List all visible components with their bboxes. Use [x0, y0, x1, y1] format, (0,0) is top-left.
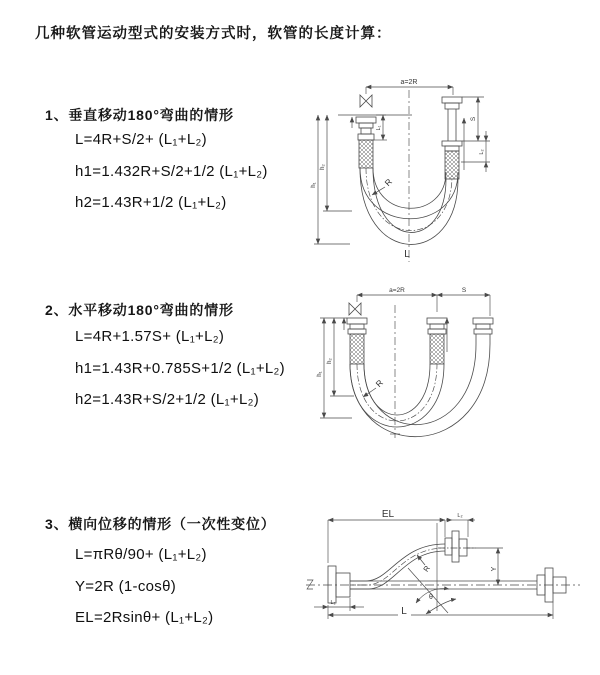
- right-flange-displaced: [445, 531, 467, 562]
- section-3-formula-L: L=πRθ/90+ (L₁+L₂): [75, 546, 207, 563]
- dim-label-a2r: a=2R: [400, 79, 418, 86]
- centerline-break-mark: [307, 580, 313, 589]
- dim-label-el: EL: [381, 509, 395, 520]
- section-2-formula-L: L=4R+1.57S+ (L₁+L₂): [75, 328, 225, 345]
- dim-label-h1: h₁: [317, 371, 323, 377]
- dim-label-theta: θ: [429, 594, 433, 601]
- dim-label-a2r: a=2R: [389, 287, 405, 294]
- dim-label-l1: L₁: [376, 125, 382, 131]
- section-3-heading: 3、横向位移的情形（一次性变位）: [45, 516, 276, 532]
- dim-label-l: L: [404, 249, 410, 260]
- diagram-vertical-180-bend: [305, 70, 570, 265]
- braid-hose-section: [359, 140, 373, 168]
- right-fitting: [442, 97, 462, 179]
- section-1-formula-L: L=4R+S/2+ (L₁+L₂): [75, 131, 207, 148]
- dim-label-r: R: [382, 176, 394, 188]
- diagram-horizontal-180-bend: [310, 283, 580, 458]
- left-fitting: [347, 318, 367, 364]
- dim-label-l1: L₁: [330, 600, 336, 606]
- dim-label-s: S: [470, 116, 477, 122]
- page-title: 几种软管运动型式的安装方式时，软管的长度计算：: [35, 26, 392, 42]
- valve-icon: [360, 95, 372, 107]
- dim-label-r: R: [421, 563, 432, 574]
- dim-label-s: S: [461, 287, 467, 294]
- section-3-formula-EL: EL=2Rsinθ+ (L₁+L₂): [75, 609, 214, 626]
- braid-hose-section: [350, 334, 364, 364]
- dim-label-r: R: [373, 377, 385, 389]
- section-2-formula-h1: h1=1.43R+0.785S+1/2 (L₁+L₂): [75, 360, 285, 377]
- dim-label-h2: h₂: [320, 164, 326, 170]
- braid-hose-section: [430, 334, 444, 364]
- left-fitting: [356, 117, 376, 168]
- dim-label-h1: h₁: [311, 182, 317, 188]
- right-fitting: [473, 318, 493, 344]
- dim-label-h2: h₂: [327, 358, 333, 364]
- dim-label-l2: L₂: [457, 513, 463, 519]
- section-2-heading: 2、水平移动180°弯曲的情形: [45, 302, 234, 318]
- braid-hose-section: [445, 151, 459, 179]
- left-flange: [328, 566, 350, 603]
- section-2-formula-h2: h2=1.43R+S/2+1/2 (L₁+L₂): [75, 391, 260, 408]
- dim-label-l2: L₂: [479, 149, 485, 155]
- section-1-formula-h2: h2=1.43R+1/2 (L₁+L₂): [75, 194, 227, 211]
- dim-label-y: Y: [491, 566, 498, 572]
- center-fitting: [427, 318, 447, 364]
- valve-icon: [349, 303, 361, 315]
- dim-label-l: L: [401, 606, 407, 617]
- diagram-lateral-displacement: [300, 505, 595, 635]
- section-3-formula-Y: Y=2R (1-cosθ): [75, 578, 177, 595]
- section-1-formula-h1: h1=1.432R+S/2+1/2 (L₁+L₂): [75, 163, 268, 180]
- section-1-heading: 1、垂直移动180°弯曲的情形: [45, 107, 234, 123]
